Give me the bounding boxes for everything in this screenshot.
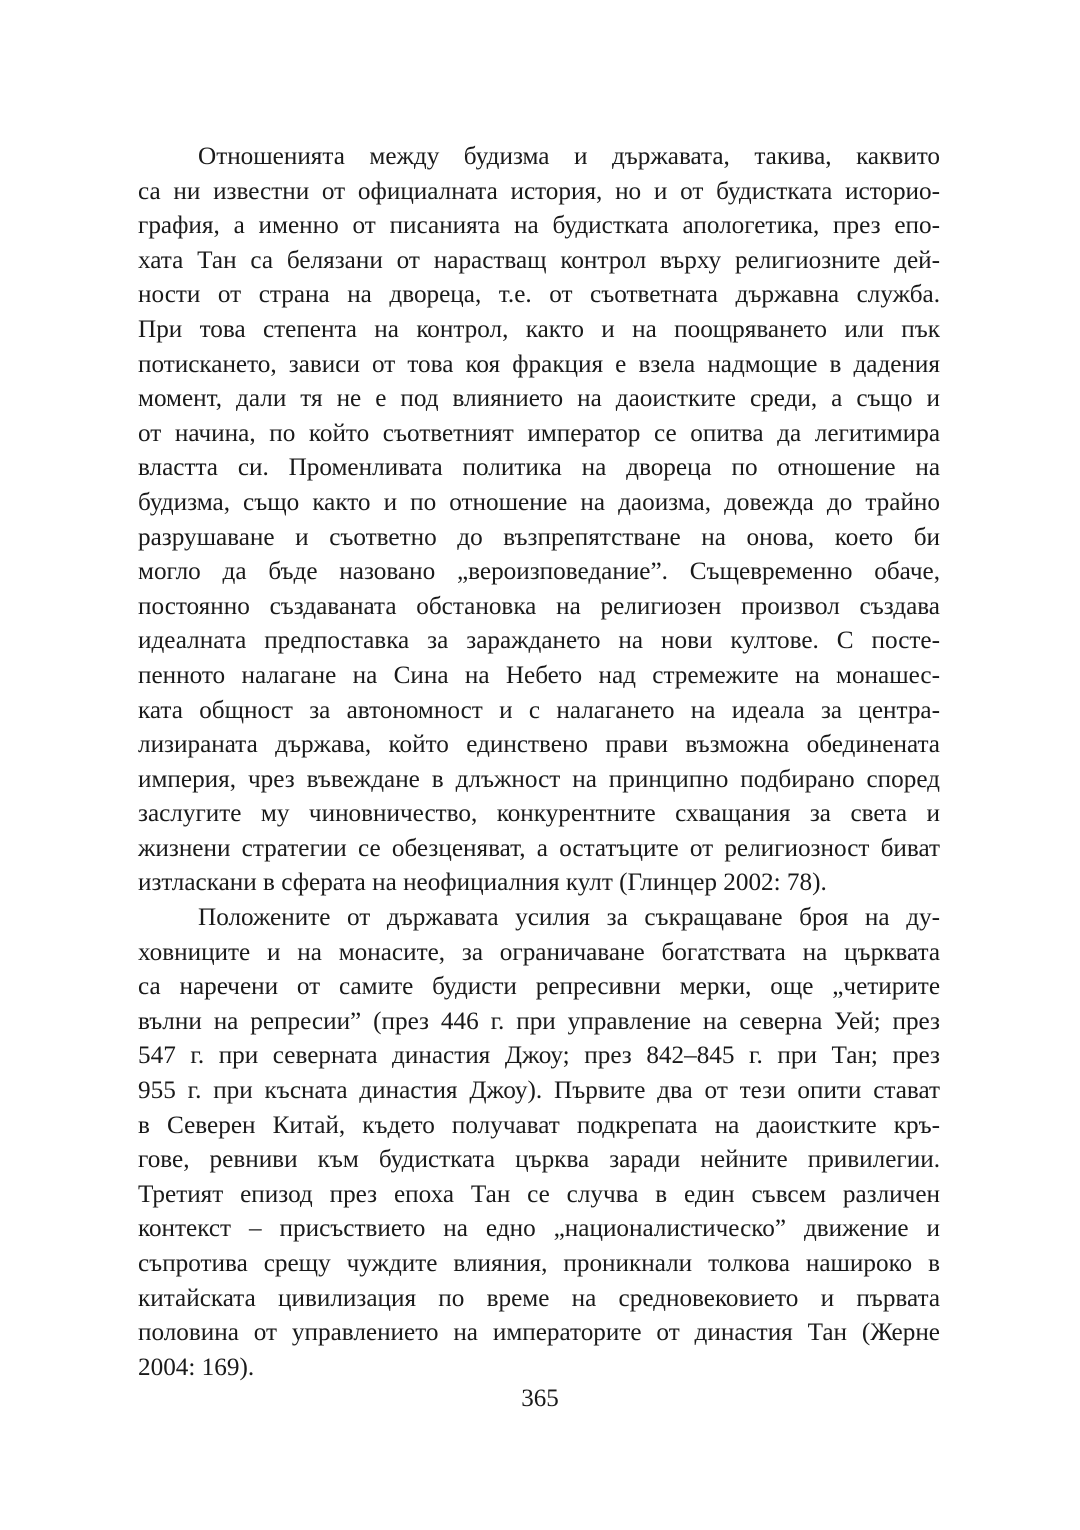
paragraph-2-line-13: половина от управлението на императорите от династия Тан (Жерне <box>138 1319 940 1347</box>
paragraph-2-line-11: съпротива срещу чуждите влияния, проникнали толкова нашироко в <box>138 1250 940 1277</box>
paragraph-1-line-18: лизираната държава, който единствено прави възможна обединената <box>138 731 940 759</box>
paragraph-1-line-3: графия, а именно от писанията на будистката апологетика, през епо- <box>138 212 940 240</box>
paragraph-1-line-17: ката общност за автономност и с налагането на идеала за центра- <box>138 696 940 724</box>
paragraph-2-line-4: вълни на репресии” (през 446 г. при управление на северна Уей; през <box>138 1007 940 1035</box>
paragraph-1-line-10: властта си. Променливата политика на двореца по отношение на <box>138 454 940 482</box>
paragraph-2-line-2: ховниците и на монасите, за ограничаване богатствата на църквата <box>138 938 940 966</box>
paragraph-1-line-7: потискането, зависи от това коя фракция е взела надмощие в дадения <box>138 350 940 378</box>
paragraph-1-line-19: империя, чрез въвеждане в длъжност на принципно подбирано според <box>138 765 940 793</box>
paragraph-2-line-3: са наречени от самите будисти репресивни мерки, още „четирите <box>138 973 940 1001</box>
paragraph-1-line-6: При това степента на контрол, както и на поощряването или пък <box>138 315 940 343</box>
paragraph-2-line-8: гове, ревниви към будистката църква заради нейните привилегии. <box>138 1146 940 1174</box>
paragraph-1-line-2: са ни известни от официалната история, но и от будистката историо- <box>138 177 940 205</box>
paragraph-1-line-4: хата Тан са белязани от нарастващ контрол върху религиозните дей- <box>138 246 940 274</box>
body-text <box>138 140 940 1385</box>
paragraph-1-line-9: от начина, по който съответният император се опитва да легитимира <box>138 419 940 447</box>
paragraph-2-line-5: 547 г. при северната династия Джоу; през 842–845 г. при Тан; през <box>138 1042 940 1070</box>
paragraph-1-line-15: идеалната предпоставка за зараждането на нови култове. С посте- <box>138 627 940 655</box>
paragraph-2-line-10: контекст – присъствието на едно „националистическо” движение и <box>138 1215 940 1243</box>
paragraph-1-line-12: разрушаване и съответно до възпрепятстване на онова, което би <box>138 523 940 551</box>
paragraph-2-line-12: китайската цивилизация по време на средновековието и първата <box>138 1284 940 1312</box>
paragraph-1-line-16: пенното налагане на Сина на Небето над стремежите на монашес- <box>138 661 940 689</box>
paragraph-1-line-20: заслугите му чиновничество, конкурентните схващания за света и <box>138 800 940 828</box>
paragraph-1-line-5: ности от страна на двореца, т.е. от съответната държавна служба. <box>138 281 940 309</box>
paragraph-1-line-1: Отношенията между будизма и държавата, такива, каквито <box>198 143 940 170</box>
paragraph-1-line-21: жизнени стратегии се обезценяват, а остатъците от религиозност биват <box>138 834 940 862</box>
paragraph-2-line-6: 955 г. при късната династия Джоу). Първите два от тези опити стават <box>138 1077 940 1105</box>
paragraph-1-line-13: могло да бъде назовано „вероизповедание”. Същевременно обаче, <box>138 558 940 586</box>
page-number: 365 <box>521 1385 559 1412</box>
paragraph-2-line-9: Третият епизод през епоха Тан се случва в един съвсем различен <box>138 1180 940 1208</box>
paragraph-1-line-14: постоянно създаваната обстановка на религиозен произвол създава <box>138 592 940 620</box>
paragraph-2-line-7: в Северен Китай, където получават подкрепата на даоистките кръ- <box>138 1111 940 1139</box>
paragraph-1-line-11: будизма, също както и по отношение на даоизма, довежда до трайно <box>138 488 940 516</box>
paragraph-1-line-8: момент, дали тя не е под влиянието на даоистките среди, а също и <box>138 385 940 413</box>
paragraph-1-line-22: изтласкани в сферата на неофициалния култ (Глинцер 2002: 78). <box>138 869 827 897</box>
paragraph-2-line-1: Положените от държавата усилия за съкращаване броя на ду- <box>198 904 940 932</box>
paragraph-2-line-14: 2004: 169). <box>138 1353 255 1381</box>
